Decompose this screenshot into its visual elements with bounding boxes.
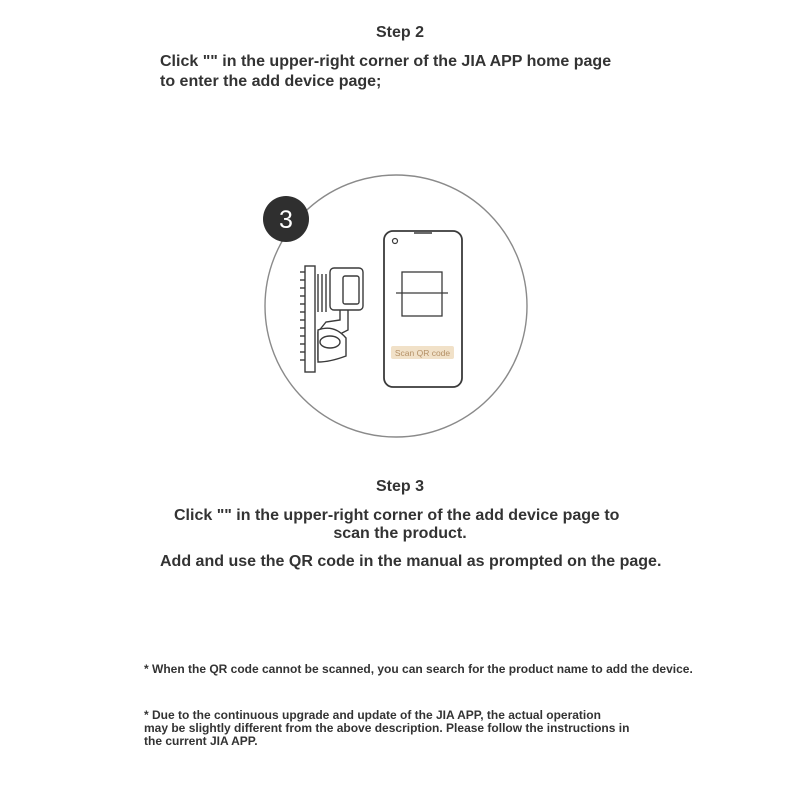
step-number-text: 3 xyxy=(279,206,293,234)
phone-icon xyxy=(384,231,462,387)
note-upgrade-line2: may be slightly different from the above description. Please follow the instructions in xyxy=(144,721,630,735)
note-upgrade-line1: * Due to the continuous upgrade and update of the JIA APP, the actual operation xyxy=(144,708,601,722)
note-upgrade-line3: the current JIA APP. xyxy=(144,734,258,748)
step2-instruction-line1: Click "" in the upper-right corner of the JIA APP home page xyxy=(160,53,612,70)
step3-instruction-line3: Add and use the QR code in the manual as prompted on the page. xyxy=(160,553,662,570)
note-qr-fallback: * When the QR code cannot be scanned, you can search for the product name to add the device. xyxy=(144,662,693,676)
step3-heading: Step 3 xyxy=(375,478,424,495)
step3-instruction-line2: scan the product. xyxy=(333,525,467,542)
step3-instruction-line1: Click "" in the upper-right corner of the add device page to xyxy=(174,507,620,524)
scan-qr-code-label: Scan QR code xyxy=(394,348,451,358)
step2-heading: Step 2 xyxy=(375,24,424,41)
step2-instruction-line2: to enter the add device page; xyxy=(160,73,382,90)
